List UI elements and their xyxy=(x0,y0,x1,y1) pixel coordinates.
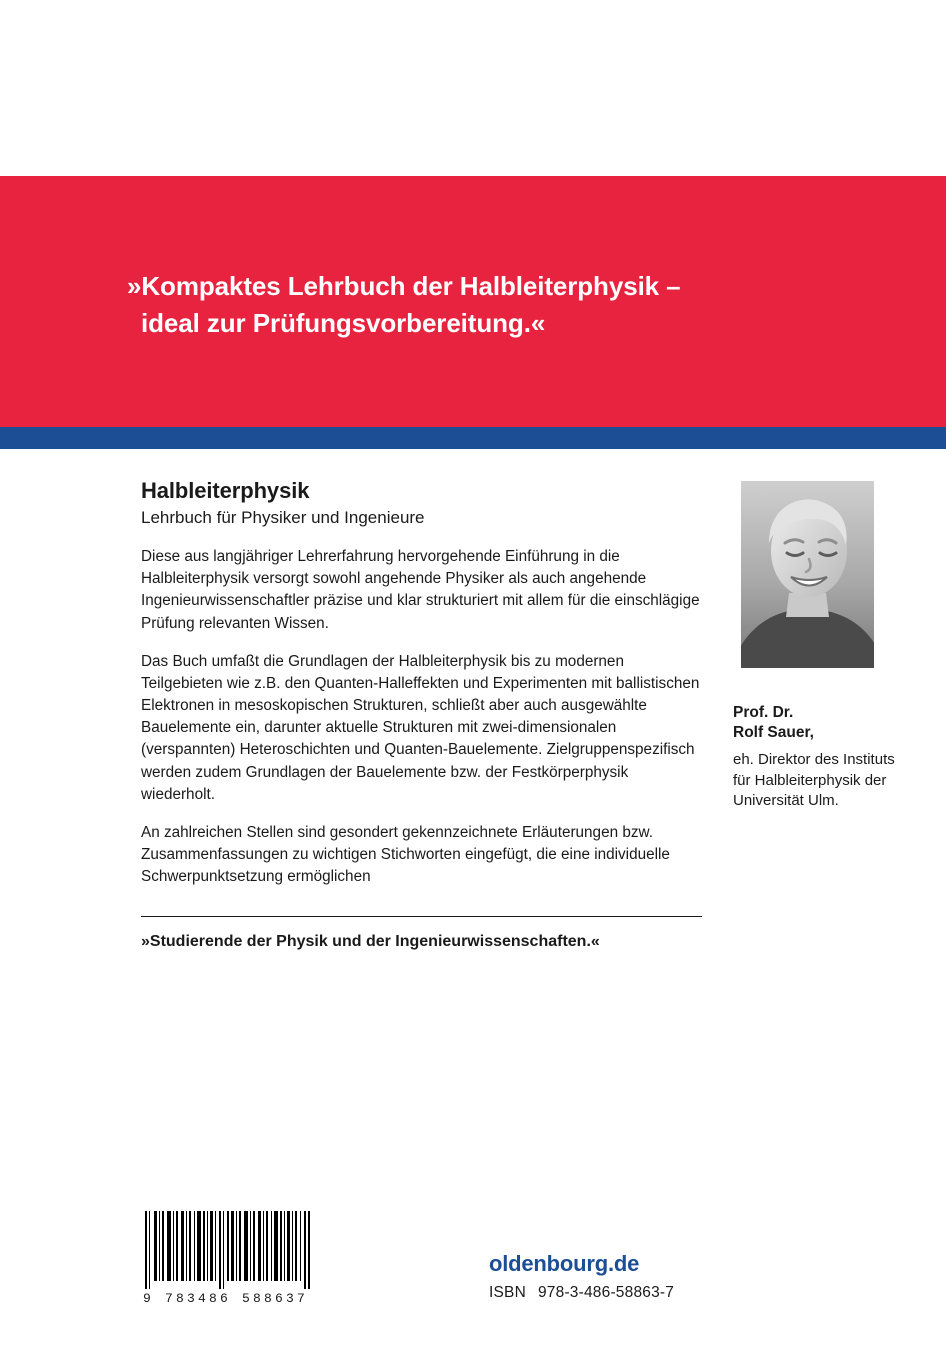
book-description-block xyxy=(141,478,703,888)
author-name-line-2: Rolf Sauer, xyxy=(733,724,814,742)
isbn-line xyxy=(489,1284,674,1302)
isbn-label: ISBN xyxy=(489,1284,526,1301)
author-name xyxy=(733,703,923,744)
blue-divider-stripe xyxy=(0,427,946,449)
book-subtitle: Lehrbuch für Physiker und Ingenieure xyxy=(141,508,425,527)
isbn-barcode xyxy=(143,1211,313,1306)
quote-text xyxy=(127,268,827,342)
quote-line-2: ideal zur Prüfungsvorbereitung.« xyxy=(141,307,546,338)
book-title: Halbleiterphysik xyxy=(141,478,310,503)
horizontal-rule xyxy=(141,916,702,917)
description-paragraph-3: An zahlreichen Stellen sind gesondert gekennzeichnete Erläuterungen bzw. Zusammenfassungen zu wichtigen Stichworten eingefügt, die eine individuelle Schwerpunktsetzung ermöglichen xyxy=(141,823,670,886)
barcode-bars xyxy=(143,1211,313,1289)
author-role: eh. Direktor des Instituts für Halbleiterphysik der Universität Ulm. xyxy=(733,751,895,810)
barcode-digits: 9 783486 588637 xyxy=(143,1291,309,1306)
quote-line-1: »Kompaktes Lehrbuch der Halbleiterphysik – xyxy=(127,271,681,301)
isbn-value: 978-3-486-58863-7 xyxy=(537,1284,675,1301)
publisher-url: oldenbourg.de xyxy=(489,1251,640,1276)
description-paragraph-2: Das Buch umfaßt die Grundlagen der Halbleiterphysik bis zu modernen Teilgebieten wie z.B. den Quanten-Halleffekten und Experimenten mit ballistischen Elektronen in mesoskopischen Strukturen, schließt aber auch ausgewählte Bauelemente ein, darunter aktuelle Strukturen mit zwei-dimensionalen (verspannten) Heteroschichten und Quanten-Bauelemente. Zielgruppenspezifisch werden zudem Grundlagen der Bauelemente bzw. der Festkörperphysik wiederholt. xyxy=(141,652,700,803)
author-name-line-1: Prof. Dr. xyxy=(733,704,794,721)
author-portrait-photo xyxy=(741,481,874,668)
description-paragraph-1: Diese aus langjähriger Lehrerfahrung hervorgehende Einführung in die Halbleiterphysik versorgt sowohl angehende Physiker als auch angehende Ingenieurwissenschaftler präzise und klar strukturiert mit allem für die einschlägige Prüfung relevanten Wissen. xyxy=(141,548,700,632)
quote-banner xyxy=(0,176,946,427)
target-audience-tagline: »Studierende der Physik und der Ingenieurwissenschaften.« xyxy=(141,933,600,950)
portrait-illustration xyxy=(741,481,874,668)
